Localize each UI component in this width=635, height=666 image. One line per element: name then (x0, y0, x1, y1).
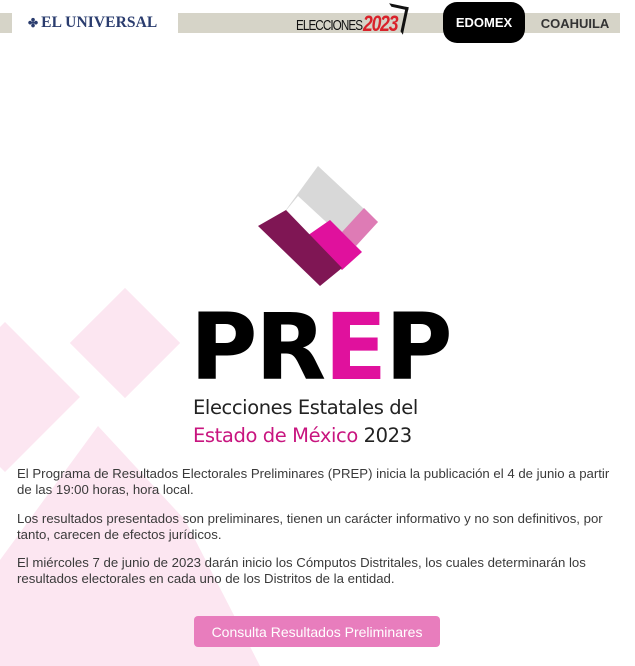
consulta-resultados-button[interactable]: Consulta Resultados Preliminares (194, 616, 440, 647)
prep-diamond-logo-icon (250, 160, 390, 290)
brand-name: EL UNIVERSAL (41, 14, 158, 31)
nav-tab-coahuila[interactable]: COAHUILA (540, 15, 610, 31)
prep-title-highlight: E (324, 294, 386, 401)
site-header (0, 0, 635, 46)
prep-title-prefix: PR (190, 294, 325, 401)
subtitle-line-2 (193, 424, 412, 447)
info-paragraph-disclaimer: Los resultados presentados son preliminares, tienen un carácter informativo y no son definitivos, por tanto, carecen de efectos jurídicos. (17, 511, 603, 542)
prep-title-suffix: P (385, 294, 451, 401)
subtitle-state: Estado de México (193, 424, 358, 447)
subtitle-line-1: Elecciones Estatales del (193, 396, 418, 419)
info-paragraph-computos: El miércoles 7 de junio de 2023 darán inicio los Cómputos Distritales, los cuales determinarán los resultados electorales en cada uno de los Distritos de la entidad. (17, 555, 586, 586)
subtitle-year: 2023 (363, 424, 412, 447)
prep-title (190, 294, 451, 401)
el-universal-logo[interactable] (28, 12, 157, 34)
header-left-strip (0, 13, 12, 33)
nav-tab-edomex[interactable]: EDOMEX (443, 2, 525, 43)
elecciones-year: 2023 (362, 11, 398, 36)
info-paragraph-start: El Programa de Resultados Electorales Preliminares (PREP) inicia la publicación el 4 de junio a partir de las 19:00 horas, hora local. (17, 466, 610, 497)
elecciones-word: ELECCIONES (296, 17, 363, 34)
eagle-crest-icon: ✤ (28, 15, 39, 30)
